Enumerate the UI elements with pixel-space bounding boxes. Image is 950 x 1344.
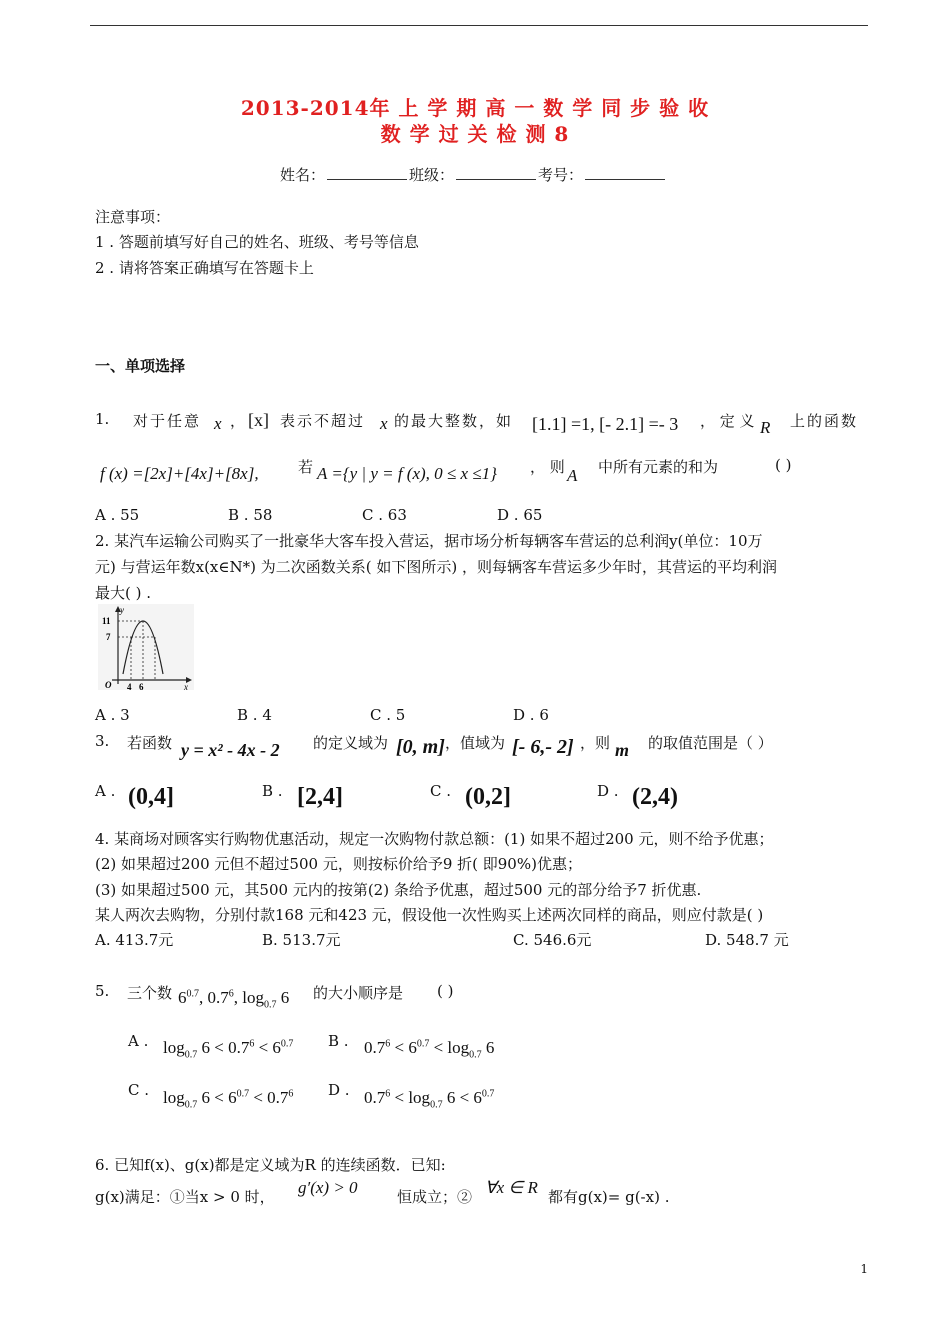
q1-option-c[interactable]: C . 63	[362, 506, 407, 524]
q2-graph-x-label: x	[184, 682, 188, 690]
q1-floor-x: [x]	[248, 410, 269, 430]
q5-option-c-label: C .	[128, 1081, 150, 1099]
name-field[interactable]	[327, 165, 407, 180]
q2-graph-origin: O	[105, 680, 112, 690]
q4-line-2: (2) 如果超过200 元但不超过500 元，则按标价给予9 折( 即90%)优惠；	[95, 855, 582, 873]
q3-option-a[interactable]: (0,4]	[128, 784, 174, 810]
q1-function-def: f (x) =[2x]+[4x]+[8x],	[100, 464, 259, 483]
q4-option-b[interactable]: B. 513.7元	[262, 931, 341, 949]
q5-text-1: 三个数	[127, 984, 173, 1002]
q5-option-d[interactable]: $0.7^6 < \log_{0.7} 6 < 6^{0.7}$	[364, 1088, 495, 1111]
q1-x2: x	[380, 414, 388, 433]
note-item-1: 1 . 答题前填写好自己的姓名、班级、考号等信息	[95, 233, 419, 251]
q5-option-c[interactable]: $\log_{0.7} 6 < 6^{0.7} < 0.7^6$	[163, 1088, 294, 1111]
q2-option-b[interactable]: B . 4	[237, 706, 272, 724]
page-title: 2013-2014年 上 学 期 高 一 数 学 同 步 验 收	[240, 96, 710, 120]
q3-option-b[interactable]: [2,4]	[297, 784, 343, 810]
q2-parabola-graph	[98, 604, 194, 690]
page-number: 1	[860, 1262, 868, 1276]
q5-option-b[interactable]: $0.7^6 < 6^{0.7} < \log_{0.7} 6$	[364, 1038, 495, 1061]
q3-num: 3.	[95, 732, 110, 750]
q2-graph-x-tick-4: 4	[127, 682, 132, 690]
q6-text-3: 都有g(x)= g(-x) .	[548, 1188, 670, 1206]
q3-text-4: ，则	[580, 734, 611, 752]
q4-option-d[interactable]: D. 548.7 元	[705, 931, 789, 949]
q1-text-8: ， 则	[530, 458, 565, 476]
q3-option-c[interactable]: (0,2]	[465, 784, 511, 810]
q3-text-3: ，值域为	[445, 734, 506, 752]
class-field[interactable]	[456, 165, 536, 180]
q6-text-1: g(x)满足：①当x > 0 时，	[95, 1188, 275, 1206]
q1-x1: x	[214, 414, 222, 433]
q3-function: y = x² - 4x - 2	[181, 740, 280, 760]
q2-graph-y-tick-7: 7	[106, 632, 111, 642]
q3-text-5: 的取值范围是（ ）	[648, 734, 773, 752]
q1-text-6: 上的函数	[790, 412, 859, 430]
number-field[interactable]	[585, 165, 665, 180]
q1-A: A	[567, 466, 578, 485]
q5-num: 5.	[95, 982, 110, 1000]
q5-option-a-label: A .	[128, 1032, 149, 1050]
top-rule	[90, 25, 868, 26]
q1-set-A: A ={y | y = f (x), 0 ≤ x ≤1}	[317, 464, 497, 483]
q2-option-a[interactable]: A . 3	[95, 706, 130, 724]
q2-graph-y-tick-11: 11	[102, 616, 111, 626]
q1-answer-paren: ( )	[775, 456, 792, 474]
q1-text-4: 的最大整数，如	[394, 412, 514, 430]
q1-option-b[interactable]: B . 58	[228, 506, 273, 524]
q1-text-7: 若	[298, 458, 314, 476]
q3-option-d-label: D .	[597, 782, 619, 800]
q3-option-b-label: B .	[262, 782, 283, 800]
number-label: 考号：	[538, 166, 584, 184]
q3-domain: [0, m]	[396, 736, 445, 758]
q2-option-d[interactable]: D . 6	[513, 706, 549, 724]
q1-text-2: ，	[230, 412, 246, 430]
q5-answer-paren: ( )	[437, 982, 454, 1000]
q3-text-1: 若函数	[127, 734, 173, 752]
q5-option-b-label: B .	[328, 1032, 349, 1050]
q4-line-1: 4. 某商场对顾客实行购物优惠活动，规定一次购物付款总额：(1) 如果不超过200 元，则不给予优惠；	[95, 830, 774, 848]
page-subtitle: 数 学 过 关 检 测 8	[380, 122, 570, 146]
q3-option-a-label: A .	[95, 782, 116, 800]
q5-option-a[interactable]: $\log_{0.7} 6 < 0.7^6 < 6^{0.7}$	[163, 1038, 294, 1061]
q1-option-d[interactable]: D . 65	[497, 506, 543, 524]
q3-text-2: 的定义域为	[313, 734, 389, 752]
q6-line-1: 6. 已知f(x)、g(x)都是定义域为R 的连续函数．已知:	[95, 1156, 446, 1174]
q2-graph-x-tick-6: 6	[139, 682, 144, 690]
q2-line-3: 最大( ) .	[95, 584, 152, 602]
q1-text-3: 表示不超过	[280, 412, 366, 430]
q3-option-d[interactable]: (2,4)	[632, 784, 678, 810]
q5-option-d-label: D .	[328, 1081, 350, 1099]
q1-num: 1.	[95, 410, 110, 428]
q2-graph-y-label: y	[120, 605, 124, 615]
q3-range: [- 6,- 2]	[512, 736, 574, 758]
note-item-2: 2 . 请将答案正确填写在答题卡上	[95, 259, 314, 277]
student-info	[280, 164, 667, 185]
q1-option-a[interactable]: A . 55	[95, 506, 140, 524]
q5-numbers: $6^{0.7}$, $0.7^6$, $\log_{0.7} 6$	[178, 988, 290, 1011]
q1-example: [1.1] =1, [- 2.1] =- 3	[532, 414, 679, 434]
q6-derivative: g′(x) > 0	[298, 1178, 358, 1197]
q4-line-4: 某人两次去购物，分别付款168 元和423 元，假设他一次性购买上述两次同样的商品，则应付款是( )	[95, 906, 764, 924]
class-label: 班级：	[409, 166, 455, 184]
section-heading: 一、单项选择	[95, 357, 186, 375]
name-label: 姓名：	[280, 166, 326, 184]
q4-option-a[interactable]: A. 413.7元	[95, 931, 174, 949]
q4-line-3: (3) 如果超过500 元，其500 元内的按第(2) 条给予优惠，超过500 元的部分给予7 折优惠.	[95, 881, 702, 899]
q3-m: m	[615, 740, 630, 760]
q2-option-c[interactable]: C . 5	[370, 706, 406, 724]
q1-text-1: 对于任意	[133, 412, 202, 430]
q1-text-9: 中所有元素的和为	[598, 458, 719, 476]
q3-option-c-label: C .	[430, 782, 452, 800]
q2-line-2: 元) 与营运年数x(x∈N*) 为二次函数关系( 如下图所示) ，则每辆客车营运多少年时，其营运的平均利润	[95, 558, 777, 576]
q5-text-2: 的大小顺序是	[313, 984, 404, 1002]
q6-text-2: 恒成立；②	[397, 1188, 473, 1206]
q6-forall: ∀x ∈ R	[485, 1178, 538, 1197]
notes-heading: 注意事项：	[95, 208, 171, 226]
q2-line-1: 2. 某汽车运输公司购买了一批豪华大客车投入营运，据市场分析每辆客车营运的总利润y(单位：10万	[95, 532, 763, 550]
q4-option-c[interactable]: C. 546.6元	[513, 931, 592, 949]
q1-R: R	[760, 418, 771, 437]
q1-text-5: ， 定 义	[700, 412, 755, 430]
